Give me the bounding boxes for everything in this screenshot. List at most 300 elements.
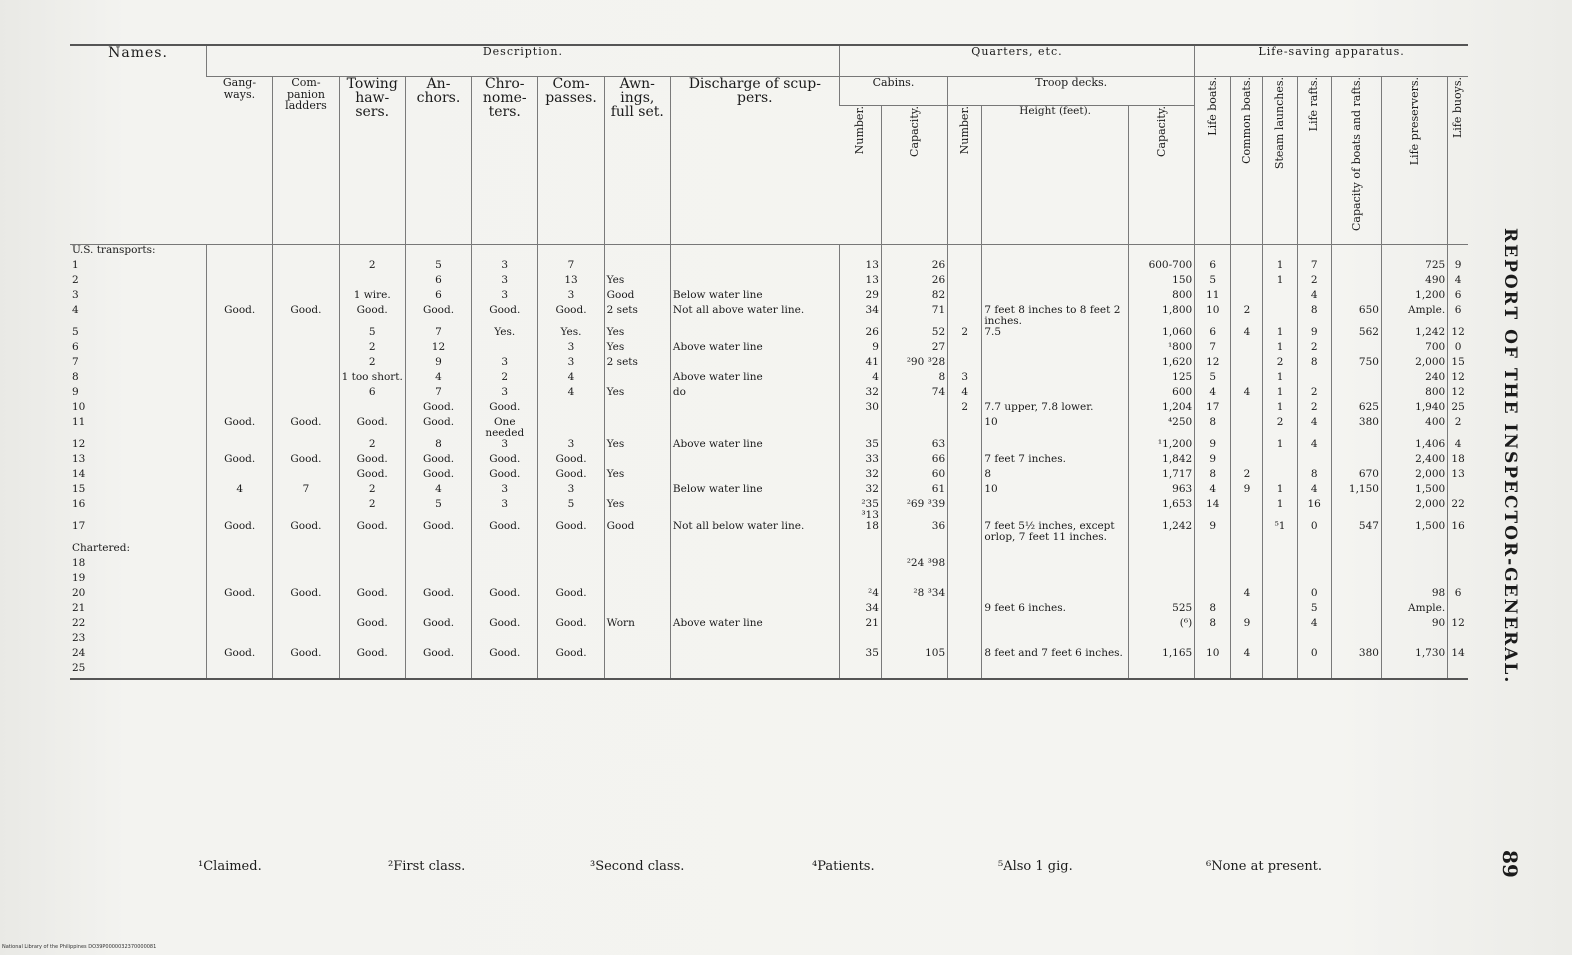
cell-tow: 2 xyxy=(339,260,405,275)
table-row xyxy=(70,439,1468,454)
cell-gang xyxy=(207,499,273,521)
table-row xyxy=(70,357,1468,372)
cell-anch: 7 xyxy=(405,387,471,402)
cell-cb: 9 xyxy=(1231,484,1263,499)
footnotes xyxy=(180,859,1480,879)
cell-lb: 8 xyxy=(1195,417,1231,439)
cell-cb: 4 xyxy=(1231,387,1263,402)
cell-tow: Good. xyxy=(339,648,405,663)
cell-anch xyxy=(405,663,471,679)
cell-lr xyxy=(1297,372,1331,387)
table-row xyxy=(70,603,1468,618)
cell-tow xyxy=(339,573,405,588)
cell-scup xyxy=(670,469,839,484)
cell-cn: 13 xyxy=(839,275,881,290)
cell-scup: do xyxy=(670,387,839,402)
cell-lp: 90 xyxy=(1381,618,1447,633)
cell-tc xyxy=(1128,588,1194,603)
cell-th xyxy=(982,342,1129,357)
cell-cb xyxy=(1231,439,1263,454)
cell-comp xyxy=(273,469,339,484)
cell-lp: 2,000 xyxy=(1381,469,1447,484)
cell-th xyxy=(982,633,1129,648)
cell-awn: Good xyxy=(604,521,670,543)
cell-cc: 60 xyxy=(881,469,947,484)
cell-tc xyxy=(1128,558,1194,573)
cell-awn: Good xyxy=(604,290,670,305)
col-compasses-header: Com-passes. xyxy=(538,77,604,245)
cell-cn: 34 xyxy=(839,603,881,618)
cell-anch: Good. xyxy=(405,305,471,327)
cell-chron: 2 xyxy=(472,372,538,387)
cell-anch: Good. xyxy=(405,417,471,439)
cell-cmp xyxy=(538,663,604,679)
cell-sl: 1 xyxy=(1263,372,1297,387)
row-name: 4 xyxy=(72,305,79,316)
cell-anch xyxy=(405,558,471,573)
cell-cap xyxy=(1331,499,1381,521)
cell-cmp xyxy=(538,603,604,618)
cell-lr: 4 xyxy=(1297,484,1331,499)
row-name: 11 xyxy=(72,417,86,429)
cell-cc: 61 xyxy=(881,484,947,499)
cell-cmp: 3 xyxy=(538,290,604,305)
cell-lp xyxy=(1381,633,1447,648)
transport-inspection-table xyxy=(70,44,1468,680)
cell-bu: 6 xyxy=(1448,290,1468,305)
cell-lb: 6 xyxy=(1195,327,1231,342)
cell-comp xyxy=(273,663,339,679)
cell-tc: 1,242 xyxy=(1128,521,1194,543)
cell-comp xyxy=(273,372,339,387)
cell-anch: 7 xyxy=(405,327,471,342)
cell-chron: Good. xyxy=(472,454,538,469)
cell-bu: 12 xyxy=(1448,618,1468,633)
col-life-preservers-header: Life preservers. xyxy=(1381,77,1447,245)
cell-lr: 9 xyxy=(1297,327,1331,342)
cell-cap xyxy=(1331,603,1381,618)
cell-cmp: Good. xyxy=(538,521,604,543)
cell-scup xyxy=(670,633,839,648)
cell-tc: 600 xyxy=(1128,387,1194,402)
cell-scup xyxy=(670,663,839,679)
cell-scup xyxy=(670,573,839,588)
cell-cb: 4 xyxy=(1231,327,1263,342)
cell-gang xyxy=(207,357,273,372)
cell-awn xyxy=(604,402,670,417)
cell-awn: 2 sets xyxy=(604,305,670,327)
cell-cmp: Good. xyxy=(538,454,604,469)
cell-lr: 2 xyxy=(1297,342,1331,357)
cell-cap xyxy=(1331,260,1381,275)
cell-cc: 82 xyxy=(881,290,947,305)
cell-cc: 71 xyxy=(881,305,947,327)
cell-sl xyxy=(1263,290,1297,305)
cell-sl: ⁵1 xyxy=(1263,521,1297,543)
footnote-patients: ⁴Patients. xyxy=(812,859,875,874)
cell-comp xyxy=(273,342,339,357)
cell-awn: Yes xyxy=(604,439,670,454)
cell-cap xyxy=(1331,454,1381,469)
cell-tc: 600-700 xyxy=(1128,260,1194,275)
cell-cb xyxy=(1231,573,1263,588)
cell-lr: 5 xyxy=(1297,603,1331,618)
cell-cb xyxy=(1231,342,1263,357)
cell-tn xyxy=(948,454,982,469)
cell-scup xyxy=(670,402,839,417)
cell-lp: 240 xyxy=(1381,372,1447,387)
cell-tn xyxy=(948,603,982,618)
cell-cc: 27 xyxy=(881,342,947,357)
cell-cb: 9 xyxy=(1231,618,1263,633)
cell-sl xyxy=(1263,663,1297,679)
cell-cn: 18 xyxy=(839,521,881,543)
cell-th xyxy=(982,439,1129,454)
cell-th xyxy=(982,290,1129,305)
cell-cn xyxy=(839,558,881,573)
cell-tow xyxy=(339,633,405,648)
row-name: 16 xyxy=(72,499,86,511)
cell-gang: Good. xyxy=(207,454,273,469)
cell-lr: 4 xyxy=(1297,290,1331,305)
cell-cn: 33 xyxy=(839,454,881,469)
table-row xyxy=(70,648,1468,663)
cell-tc: ⁴250 xyxy=(1128,417,1194,439)
cell-th xyxy=(982,387,1129,402)
cell-lr xyxy=(1297,558,1331,573)
cell-cb xyxy=(1231,290,1263,305)
row-name: 3 xyxy=(72,290,79,301)
cell-lr: 0 xyxy=(1297,648,1331,663)
cell-comp: Good. xyxy=(273,588,339,603)
cell-bu xyxy=(1448,558,1468,573)
cell-lp: 1,242 xyxy=(1381,327,1447,342)
cell-tow xyxy=(339,603,405,618)
cell-lr: 0 xyxy=(1297,588,1331,603)
row-name: 22 xyxy=(72,618,86,630)
row-name: 24 xyxy=(72,648,86,660)
cell-sl xyxy=(1263,603,1297,618)
cell-scup: Not all below water line. xyxy=(670,521,839,543)
cell-cb xyxy=(1231,275,1263,290)
cell-chron xyxy=(472,663,538,679)
cell-scup xyxy=(670,558,839,573)
cell-sl xyxy=(1263,588,1297,603)
cell-cc xyxy=(881,663,947,679)
cell-lp: 400 xyxy=(1381,417,1447,439)
cell-bu: 14 xyxy=(1448,648,1468,663)
row-name: 6 xyxy=(72,342,79,354)
cell-cn xyxy=(839,633,881,648)
cell-cc: ²69 ³39 xyxy=(881,499,947,521)
cell-tn xyxy=(948,499,982,521)
cell-cap xyxy=(1331,633,1381,648)
cell-sl: 1 xyxy=(1263,327,1297,342)
cell-lb: 9 xyxy=(1195,521,1231,543)
cell-cmp: Good. xyxy=(538,469,604,484)
cell-chron: Good. xyxy=(472,469,538,484)
cell-awn: Yes xyxy=(604,469,670,484)
cell-th xyxy=(982,260,1129,275)
cell-cmp: 3 xyxy=(538,357,604,372)
cell-cc xyxy=(881,618,947,633)
cell-cc: 63 xyxy=(881,439,947,454)
cell-bu: 2 xyxy=(1448,417,1468,439)
row-name: 23 xyxy=(72,633,86,645)
table-row xyxy=(70,618,1468,633)
row-name: 13 xyxy=(72,454,86,466)
cell-cb xyxy=(1231,402,1263,417)
cell-chron: Good. xyxy=(472,618,538,633)
cell-tc: 1,204 xyxy=(1128,402,1194,417)
cell-scup: Below water line xyxy=(670,290,839,305)
cell-lr: 0 xyxy=(1297,521,1331,543)
cell-cmp: Good. xyxy=(538,618,604,633)
cell-tn xyxy=(948,417,982,439)
cell-gang xyxy=(207,618,273,633)
cell-bu: 18 xyxy=(1448,454,1468,469)
col-scuppers-header: Discharge of scup-pers. xyxy=(670,77,839,245)
cell-sl xyxy=(1263,618,1297,633)
cell-lp: 1,940 xyxy=(1381,402,1447,417)
table-row xyxy=(70,387,1468,402)
cell-cap: 380 xyxy=(1331,648,1381,663)
cell-tc: 1,653 xyxy=(1128,499,1194,521)
cell-lb: 10 xyxy=(1195,305,1231,327)
cell-tn xyxy=(948,439,982,454)
cell-tn xyxy=(948,290,982,305)
cell-bu xyxy=(1448,633,1468,648)
cell-tow: 6 xyxy=(339,387,405,402)
cell-cn: 4 xyxy=(839,372,881,387)
cell-cc xyxy=(881,633,947,648)
cell-cap: 547 xyxy=(1331,521,1381,543)
cell-comp: Good. xyxy=(273,521,339,543)
cell-gang xyxy=(207,342,273,357)
cell-chron: One needed xyxy=(472,417,538,439)
cell-lp: 2,000 xyxy=(1381,499,1447,521)
cell-tc: (⁶) xyxy=(1128,618,1194,633)
cell-lr: 2 xyxy=(1297,387,1331,402)
cell-bu: 12 xyxy=(1448,387,1468,402)
cell-cb xyxy=(1231,558,1263,573)
footnote-none-at-present: ⁶None at present. xyxy=(1206,859,1323,874)
cell-sl xyxy=(1263,469,1297,484)
cell-anch: Good. xyxy=(405,521,471,543)
cell-lp: Ample. xyxy=(1381,305,1447,327)
cell-cc: 52 xyxy=(881,327,947,342)
cell-tow: Good. xyxy=(339,305,405,327)
cell-tow: 1 too short. xyxy=(339,372,405,387)
cell-th xyxy=(982,573,1129,588)
cell-cb xyxy=(1231,454,1263,469)
cell-gang xyxy=(207,573,273,588)
cell-cmp xyxy=(538,417,604,439)
cell-bu xyxy=(1448,573,1468,588)
cell-comp xyxy=(273,573,339,588)
cell-cn: ²35 ³13 xyxy=(839,499,881,521)
row-name: 25 xyxy=(70,663,207,679)
cell-tc: 1,165 xyxy=(1128,648,1194,663)
cell-cmp xyxy=(538,573,604,588)
cell-lb xyxy=(1195,588,1231,603)
cabins-group-header: Cabins. xyxy=(839,77,947,106)
cell-comp xyxy=(273,387,339,402)
table-row xyxy=(70,573,1468,588)
cell-cap xyxy=(1331,387,1381,402)
cell-awn: Yes xyxy=(604,275,670,290)
page-number: 89 xyxy=(1498,850,1522,878)
cell-cn: 32 xyxy=(839,387,881,402)
troop-decks-group-header: Troop decks. xyxy=(948,77,1195,106)
cell-bu: 4 xyxy=(1448,275,1468,290)
cell-cb: 2 xyxy=(1231,305,1263,327)
archive-stamp: National Library of the Philippines DO39P0000032370000081 xyxy=(2,944,157,950)
cell-cap: 1,150 xyxy=(1331,484,1381,499)
cell-lr xyxy=(1297,633,1331,648)
cell-tow: 2 xyxy=(339,439,405,454)
quarters-group-header: Quarters, etc. xyxy=(839,45,1194,77)
cell-lb: 17 xyxy=(1195,402,1231,417)
cell-cmp xyxy=(538,558,604,573)
cell-sl: 1 xyxy=(1263,342,1297,357)
table-row xyxy=(70,588,1468,603)
cell-cmp: 4 xyxy=(538,372,604,387)
cell-gang: Good. xyxy=(207,305,273,327)
table-row xyxy=(70,327,1468,342)
cell-lb: 4 xyxy=(1195,484,1231,499)
cell-anch xyxy=(405,603,471,618)
col-troop-number-header: Number. xyxy=(948,106,982,245)
cell-lb: 5 xyxy=(1195,372,1231,387)
cell-chron xyxy=(472,633,538,648)
cell-cap: 670 xyxy=(1331,469,1381,484)
cell-th: 7 feet 8 inches to 8 feet 2 inches. xyxy=(982,305,1129,327)
cell-lp xyxy=(1381,558,1447,573)
cell-awn xyxy=(604,603,670,618)
cell-cap xyxy=(1331,588,1381,603)
cell-scup xyxy=(670,275,839,290)
cell-scup: Above water line xyxy=(670,342,839,357)
cell-lb: 12 xyxy=(1195,357,1231,372)
cell-scup xyxy=(670,603,839,618)
cell-comp xyxy=(273,439,339,454)
cell-awn xyxy=(604,372,670,387)
cell-th xyxy=(982,499,1129,521)
cell-tn xyxy=(948,573,982,588)
row-name: 14 xyxy=(72,469,86,481)
cell-bu: 6 xyxy=(1448,588,1468,603)
cell-cn: 35 xyxy=(839,439,881,454)
table-row xyxy=(70,558,1468,573)
cell-cn: 21 xyxy=(839,618,881,633)
cell-bu xyxy=(1448,484,1468,499)
cell-awn xyxy=(604,663,670,679)
row-name: 12 xyxy=(72,439,86,451)
cell-sl: 1 xyxy=(1263,439,1297,454)
cell-lr: 2 xyxy=(1297,402,1331,417)
cell-cn: 35 xyxy=(839,648,881,663)
cell-awn xyxy=(604,588,670,603)
cell-cn: 30 xyxy=(839,402,881,417)
cell-sl: 1 xyxy=(1263,260,1297,275)
cell-chron: Good. xyxy=(472,402,538,417)
cell-cn: 41 xyxy=(839,357,881,372)
row-name: 15 xyxy=(72,484,86,496)
cell-awn: Yes xyxy=(604,499,670,521)
cell-awn: Yes xyxy=(604,327,670,342)
cell-tc xyxy=(1128,663,1194,679)
cell-lp: 2,400 xyxy=(1381,454,1447,469)
cell-gang xyxy=(207,372,273,387)
cell-anch: 9 xyxy=(405,357,471,372)
cell-comp: Good. xyxy=(273,648,339,663)
cell-cn: 9 xyxy=(839,342,881,357)
cell-cn: 34 xyxy=(839,305,881,327)
cell-awn xyxy=(604,260,670,275)
cell-tc: ¹800 xyxy=(1128,342,1194,357)
cell-scup xyxy=(670,499,839,521)
row-name: 7 xyxy=(72,357,79,369)
cell-lb: 6 xyxy=(1195,260,1231,275)
cell-cmp: 3 xyxy=(538,439,604,454)
cell-tc: 963 xyxy=(1128,484,1194,499)
col-cabin-number-header: Number. xyxy=(839,106,881,245)
row-name: 19 xyxy=(72,573,86,585)
table-row xyxy=(70,499,1468,521)
footnote-claimed: ¹Claimed. xyxy=(198,859,262,874)
table-row xyxy=(70,402,1468,417)
cell-cc xyxy=(881,402,947,417)
cell-lb: 9 xyxy=(1195,439,1231,454)
cell-tc: 150 xyxy=(1128,275,1194,290)
cell-lb: 8 xyxy=(1195,603,1231,618)
col-awnings-header: Awn-ings, full set. xyxy=(604,77,670,245)
cell-cc: 26 xyxy=(881,260,947,275)
cell-chron: Good. xyxy=(472,648,538,663)
cell-chron xyxy=(472,603,538,618)
cell-comp: 7 xyxy=(273,484,339,499)
cell-comp: Good. xyxy=(273,305,339,327)
cell-lp: 2,000 xyxy=(1381,357,1447,372)
cell-awn xyxy=(604,648,670,663)
row-name: 20 xyxy=(72,588,86,600)
cell-gang xyxy=(207,469,273,484)
cell-lr: 8 xyxy=(1297,357,1331,372)
cell-scup: Above water line xyxy=(670,372,839,387)
cell-anch: 4 xyxy=(405,372,471,387)
cell-cb xyxy=(1231,372,1263,387)
cell-anch: 5 xyxy=(405,499,471,521)
cell-tow xyxy=(339,275,405,290)
cell-sl xyxy=(1263,648,1297,663)
cell-awn xyxy=(604,417,670,439)
cell-tn xyxy=(948,469,982,484)
cell-tow xyxy=(339,558,405,573)
cell-cmp: Good. xyxy=(538,588,604,603)
cell-anch xyxy=(405,573,471,588)
cell-lr: 4 xyxy=(1297,618,1331,633)
row-name: 9 xyxy=(72,387,79,399)
cell-cn: 13 xyxy=(839,260,881,275)
cell-tc: 1,800 xyxy=(1128,305,1194,327)
cell-cb xyxy=(1231,663,1263,679)
col-capacity-boats-header: Capacity of boats and rafts. xyxy=(1331,77,1381,245)
cell-tow: Good. xyxy=(339,588,405,603)
cell-lb: 9 xyxy=(1195,454,1231,469)
cell-th: 10 xyxy=(982,484,1129,499)
cell-lp: 98 xyxy=(1381,588,1447,603)
